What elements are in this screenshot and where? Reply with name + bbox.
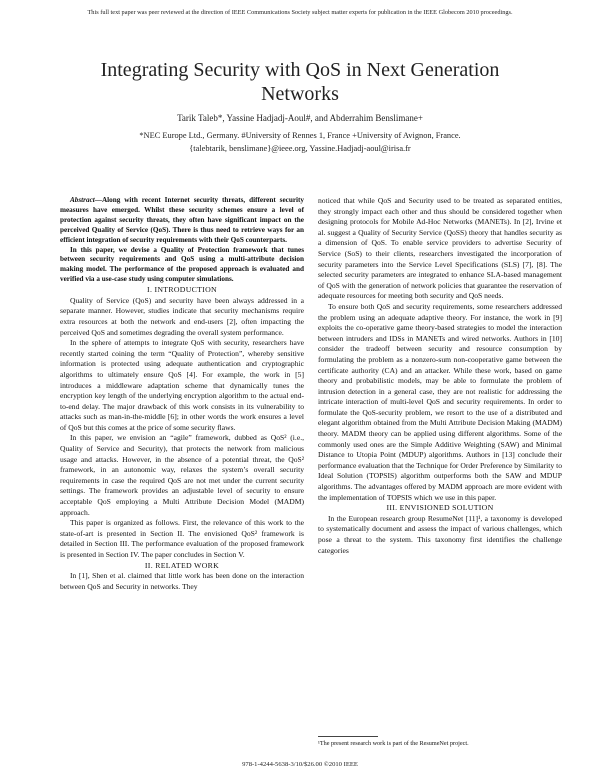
author-list: Tarik Taleb*, Yassine Hadjadj-Aoul#, and Abderrahim Benslimane+ xyxy=(177,113,423,123)
title-line-1: Integrating Security with QoS in Next Generation xyxy=(100,59,500,81)
related-paragraph-2: To ensure both QoS and security requirements, some researchers addressed the problem using an adequate adaptive theory. For instance, the work in [9] exploits the co-operative game theory-based strategies to model the interaction between intruders and IDSs in MANETs and wired networks. Authors in [10] consider the tradeoff between security and resource consumption by formulating the problem as a nonzero-sum non-cooperative game between the certificate authority (CA) and an attacker. While these work, based on game theory and probabilistic models, may be able to formulate the problem of intrusion detection in a general case, they are not realistic for addressing the intricate interaction of multi-level QoS and security requirements. In order to formulate the QoS-security problem, we resort to the use of a distributed and elegant algorithm obtained from the Multi Attribute Decision Making (MADM) theory. MADM theory can be applied using different algorithms. Some of the commonly used ones are the Simple Additive Weighting (SAW) and Minimal Distance to Utopia Point (MDUP) algorithms. Authors in [13] conclude their performance evaluation that the Technique for Order Preference by Similarity to Ideal Solution (TOPSIS) algorithm outperforms both the SAW and MDUP algorithms. The advantages offered by MADM approach are more evident with the implementation of TOPSIS which we use in this paper. xyxy=(318,301,562,502)
section-heading-related-work: II. RELATED WORK xyxy=(144,560,220,570)
abstract-label: Abstract— xyxy=(70,196,102,204)
title-line-2: Networks xyxy=(261,83,339,105)
copyright-footer: 978-1-4244-5638-3/10/$26.00 ©2010 IEEE xyxy=(242,761,358,768)
section-heading-envisioned-solution: III. ENVISIONED SOLUTION xyxy=(386,503,494,513)
author-emails: {talebtarik, benslimane}@ieee.org, Yassine.Hadjadj-aoul@irisa.fr xyxy=(189,144,411,153)
right-column xyxy=(318,196,562,556)
intro-paragraph-2: In the sphere of attempts to integrate QoS with security, researchers have recently started coining the term “Quality of Protection”, whereby sensitive information is protected using adequate authentication and cryptographic algorithms to ultimately ensure QoS [4]. For example, the work in [5] introduces a middleware adaptation scheme that dynamically tunes the encryption key length of the underlying encryption algorithm to the actual end-to-end delay. The major drawback of this work consists in its vulnerability to attacks such as man-in-the-middle [6]; in other words the work ensures a level of QoS but this comes at the price of some security flaws. xyxy=(60,338,304,432)
abstract-paragraph-2: In this paper, we devise a Quality of Protection framework that tunes between security requirements and QoS using a multi-attribute decision making model. The performance of the proposed approach is evaluated and verified via a use-case study using computer simulations. xyxy=(60,245,304,284)
abstract xyxy=(60,196,304,285)
paper-title xyxy=(40,58,560,106)
affiliations: *NEC Europe Ltd., Germany. #University of Rennes 1, France +University of Avignon, France. xyxy=(139,131,461,140)
related-paragraph-continued: noticed that while QoS and Security used to be treated as separated entities, they strongly impact each other and thus should be considered together when designing protocols for Mobile Ad-Hoc Networks (MANETs). In [2], Irvine et al. suggest a Quality of Security Service (QoSS) theory that handles security as a dimension of QoS. To enable service providers to advertise Security of Service (SoS) to their clients, researchers investigated the incorporation of security parameters into the Service Level Specifications (SLS) [7], [8]. The selected security parameters are integrated to enhance SLA-based management of QoS with the generation of network policies that guarantee the reservation of adequate resources for meeting both security and QoS needs. xyxy=(318,196,562,301)
solution-paragraph-1: In the European research group ResumeNet [11]¹, a taxonomy is developed to systematically document and assess the impact of various challenges, which pose a threat to the system. This taxonomy first identifies the challenge categories xyxy=(318,513,562,555)
section-heading-introduction: I. INTRODUCTION xyxy=(147,285,217,295)
intro-paragraph-3: In this paper, we envision an “agile” framework, dubbed as QoS² (i.e., Quality of Service and Security), that protects the network from malicious usage and attacks. However, in the absence of a potential threat, the QoS² framework, in an autonomic way, relaxes the system’s overall security requirements in case the required QoS are not met under the current security settings. The framework provides an adjustable level of security to ensure acceptable QoS employing a Multi Attribute Decision Model (MADM) approach. xyxy=(60,433,304,517)
abstract-paragraph-1 xyxy=(60,196,304,246)
footnote: ¹The present research work is part of the ResumeNet project. xyxy=(318,740,469,747)
proceedings-note: This full text paper was peer reviewed at the direction of IEEE Communications Society subject matter experts for publication in the IEEE Globecom 2010 proceedings. xyxy=(87,9,513,16)
intro-paragraph-1: Quality of Service (QoS) and security have been always addressed in a separate manner. However, studies indicate that security mechanisms require extra resources at both the network and end-users [2], often impacting the perceived QoS and sometimes degrading the overall system performance. xyxy=(60,295,304,337)
left-column xyxy=(60,196,304,592)
abstract-text-1: Along with recent Internet security threats, different security measures have emerged. Whilst these security schemes ensure a level of protection against security threats, they often have significant impact on the perceived Quality of Service (QoS). There is thus need to retrieve ways for an efficient integration of security requirements with their QoS counterparts. xyxy=(60,196,304,244)
footnote-divider xyxy=(318,736,378,737)
related-paragraph-1: In [1], Shen et al. claimed that little work has been done on the interaction between QoS and Security in networks. They xyxy=(60,571,304,591)
intro-paragraph-4: This paper is organized as follows. First, the relevance of this work to the state-of-art is presented in Section II. The envisioned QoS² framework is detailed in Section III. The performance evaluation of the proposed framework is presented in Section IV. The paper concludes in Section V. xyxy=(60,518,304,559)
